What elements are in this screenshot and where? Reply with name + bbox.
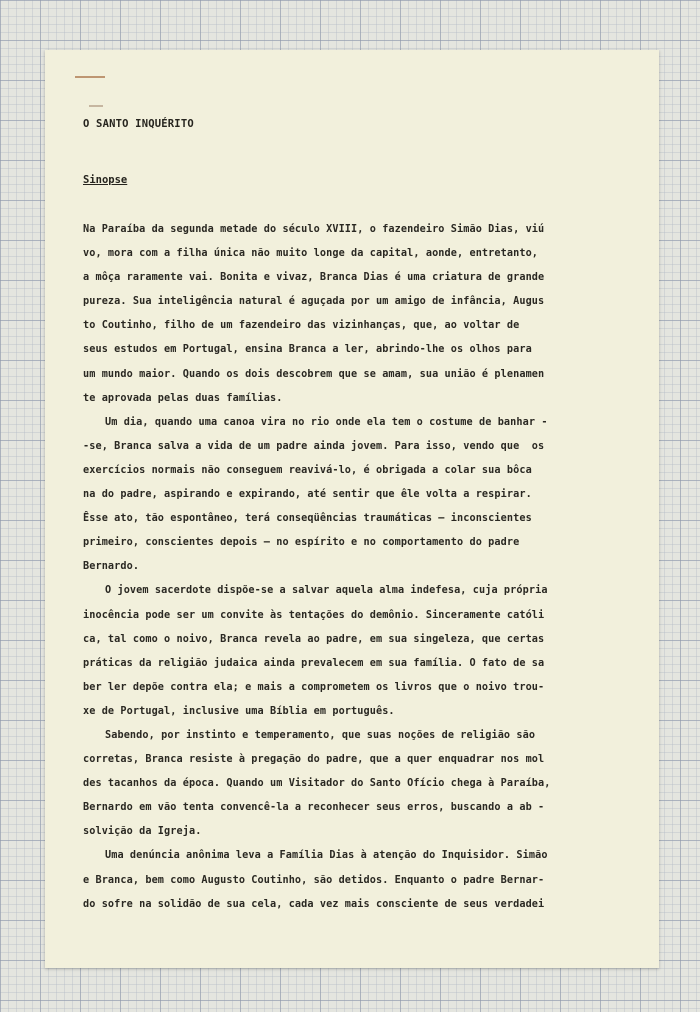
text-line: primeiro, conscientes depois — no espírito e no comportamento do padre <box>83 537 520 549</box>
text-line: ca, tal como o noivo, Branca revela ao padre, em sua singeleza, que certas <box>83 633 545 645</box>
text-line: na do padre, aspirando e expirando, até sentir que êle volta a respirar. <box>83 489 532 501</box>
text-line: to Coutinho, filho de um fazendeiro das vizinhanças, que, ao voltar de <box>83 320 520 332</box>
text-line: Sabendo, por instinto e temperamento, que suas noções de religião são <box>105 729 536 741</box>
text-line: exercícios normais não conseguem reavivá-lo, é obrigada a colar sua bôca <box>83 464 532 476</box>
ink-mark <box>89 105 103 107</box>
text-line: vo, mora com a filha única não muito longe da capital, aonde, entretanto, <box>83 248 539 260</box>
text-line: des tacanhos da época. Quando um Visitador do Santo Ofício chega à Paraíba, <box>83 778 551 790</box>
synopsis-text <box>83 218 643 917</box>
text-line: Bernardo. <box>83 561 140 573</box>
text-line: inocência pode ser um convite às tentações do demônio. Sinceramente católi <box>83 609 545 621</box>
text-line: corretas, Branca resiste à pregação do padre, que a quer enquadrar nos mol <box>83 754 545 766</box>
text-line: Uma denúncia anônima leva a Família Dias à atenção do Inquisidor. Simão <box>105 850 548 862</box>
typed-page <box>45 50 659 968</box>
text-line: Na Paraíba da segunda metade do século XVIII, o fazendeiro Simão Dias, viú <box>83 224 545 235</box>
text-line: pureza. Sua inteligência natural é aguçada por um amigo de infância, Augus <box>83 296 545 308</box>
document-title: O SANTO INQUÉRITO <box>83 118 194 130</box>
text-line: ber ler depõe contra ela; e mais a comprometem os livros que o noivo trou- <box>83 681 545 693</box>
text-line: a môça raramente vai. Bonita e vivaz, Branca Dias é uma criatura de grande <box>83 272 545 284</box>
text-line: práticas da religião judaica ainda prevalecem em sua família. O fato de sa <box>83 657 545 669</box>
text-line: um mundo maior. Quando os dois descobrem que se amam, sua união é plenamen <box>83 368 545 380</box>
text-line: te aprovada pelas duas famílias. <box>83 392 283 404</box>
text-line: Um dia, quando uma canoa vira no rio onde ela tem o costume de banhar - <box>105 416 548 428</box>
text-line: Bernardo em vão tenta convencê-la a reconhecer seus erros, buscando a ab - <box>83 802 545 814</box>
text-line: xe de Portugal, inclusive uma Bíblia em português. <box>83 705 395 717</box>
text-line: -se, Branca salva a vida de um padre ainda jovem. Para isso, vendo que os <box>83 440 545 452</box>
text-line: O jovem sacerdote dispõe-se a salvar aquela alma indefesa, cuja própria <box>105 585 548 597</box>
text-line: seus estudos em Portugal, ensina Branca a ler, abrindo-lhe os olhos para <box>83 344 532 356</box>
text-line: e Branca, bem como Augusto Coutinho, são detidos. Enquanto o padre Bernar- <box>83 874 545 886</box>
ink-mark <box>75 76 105 78</box>
text-line: Êsse ato, tão espontâneo, terá conseqüências traumáticas — inconscientes <box>83 513 532 525</box>
text-line: do sofre na solidão de sua cela, cada vez mais consciente de seus verdadei <box>83 898 545 910</box>
text-line: solvição da Igreja. <box>83 826 202 838</box>
section-heading: Sinopse <box>83 174 128 186</box>
